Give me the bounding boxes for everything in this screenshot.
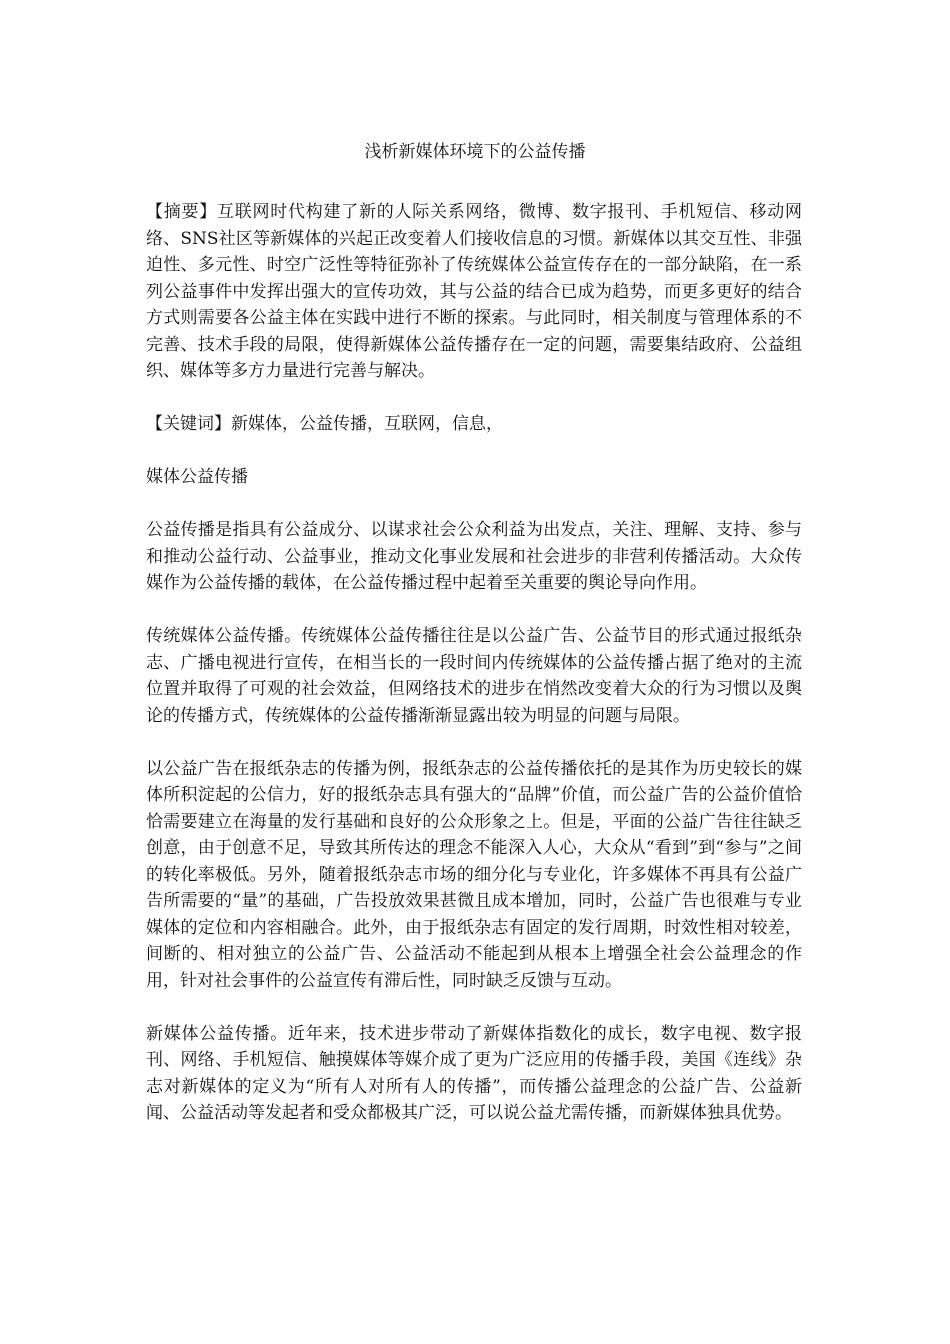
body-paragraph: 公益传播是指具有公益成分、以谋求社会公众利益为出发点，关注、理解、支持、参与和推动公益行动、公益事业，推动文化事业发展和社会进步的非营利传播活动。大众传媒作为公益传播的载体，在公益传播过程中起着至关重要的舆论导向作用。 [146,520,802,593]
keywords-paragraph: 【关键词】新媒体，公益传播，互联网，信息， [146,414,503,434]
document-title: 浅析新媒体环境下的公益传播 [364,142,586,162]
body-paragraph: 以公益广告在报纸杂志的传播为例，报纸杂志的公益传播依托的是其作为历史较长的媒体所积淀起的公信力，好的报纸杂志具有强大的“品牌”价值，而公益广告的公益价值恰恰需要建立在海量的发行基础和良好的公众形象之上。但是，平面的公益广告往往缺乏创意，由于创意不足，导致其所传达的理念不能深入人心，大众从“看到”到“参与”之间的转化率极低。另外，随着报纸杂志市场的细分化与专业化，许多媒体不再具有公益广告所需要的“量”的基础，广告投放效果甚微且成本增加，同时，公益广告也很难与专业媒体的定位和内容相融合。此外，由于报纸杂志有固定的发行周期，时效性相对较差，间断的、相对独立的公益广告、公益活动不能起到从根本上增强全社会公益理念的作用，针对社会事件的公益宣传有滞后性，同时缺乏反馈与互动。 [146,758,802,991]
abstract-paragraph: 【摘要】互联网时代构建了新的人际关系网络，微博、数字报刊、手机短信、移动网络、SNS社区等新媒体的兴起正改变着人们接收信息的习惯。新媒体以其交互性、非强迫性、多元性、时空广泛性等特征弥补了传统媒体公益宣传存在的一部分缺陷，在一系列公益事件中发挥出强大的宣传功效，其与公益的结合已成为趋势，而更多更好的结合方式则需要各公益主体在实践中进行不断的探索。与此同时，相关制度与管理体系的不完善、技术手段的局限，使得新媒体公益传播存在一定的问题，需要集结政府、公益组织、媒体等多方力量进行完善与解决。 [146,202,802,381]
body-paragraph: 新媒体公益传播。近年来，技术进步带动了新媒体指数化的成长，数字电视、数字报刊、网络、手机短信、触摸媒体等媒介成了更为广泛应用的传播手段，美国《连线》杂志对新媒体的定义为“所有人对所有人的传播”，而传播公益理念的公益广告、公益新闻、公益活动等发起者和受众都极其广泛，可以说公益尤需传播，而新媒体独具优势。 [146,1023,802,1123]
section-heading: 媒体公益传播 [146,467,248,487]
body-paragraph: 传统媒体公益传播。传统媒体公益传播往往是以公益广告、公益节目的形式通过报纸杂志、广播电视进行宣传，在相当长的一段时间内传统媒体的公益传播占据了绝对的主流位置并取得了可观的社会效益，但网络技术的进步在悄然改变着大众的行为习惯以及舆论的传播方式，传统媒体的公益传播渐渐显露出较为明显的问题与局限。 [146,626,802,726]
document-body [146,199,802,1153]
